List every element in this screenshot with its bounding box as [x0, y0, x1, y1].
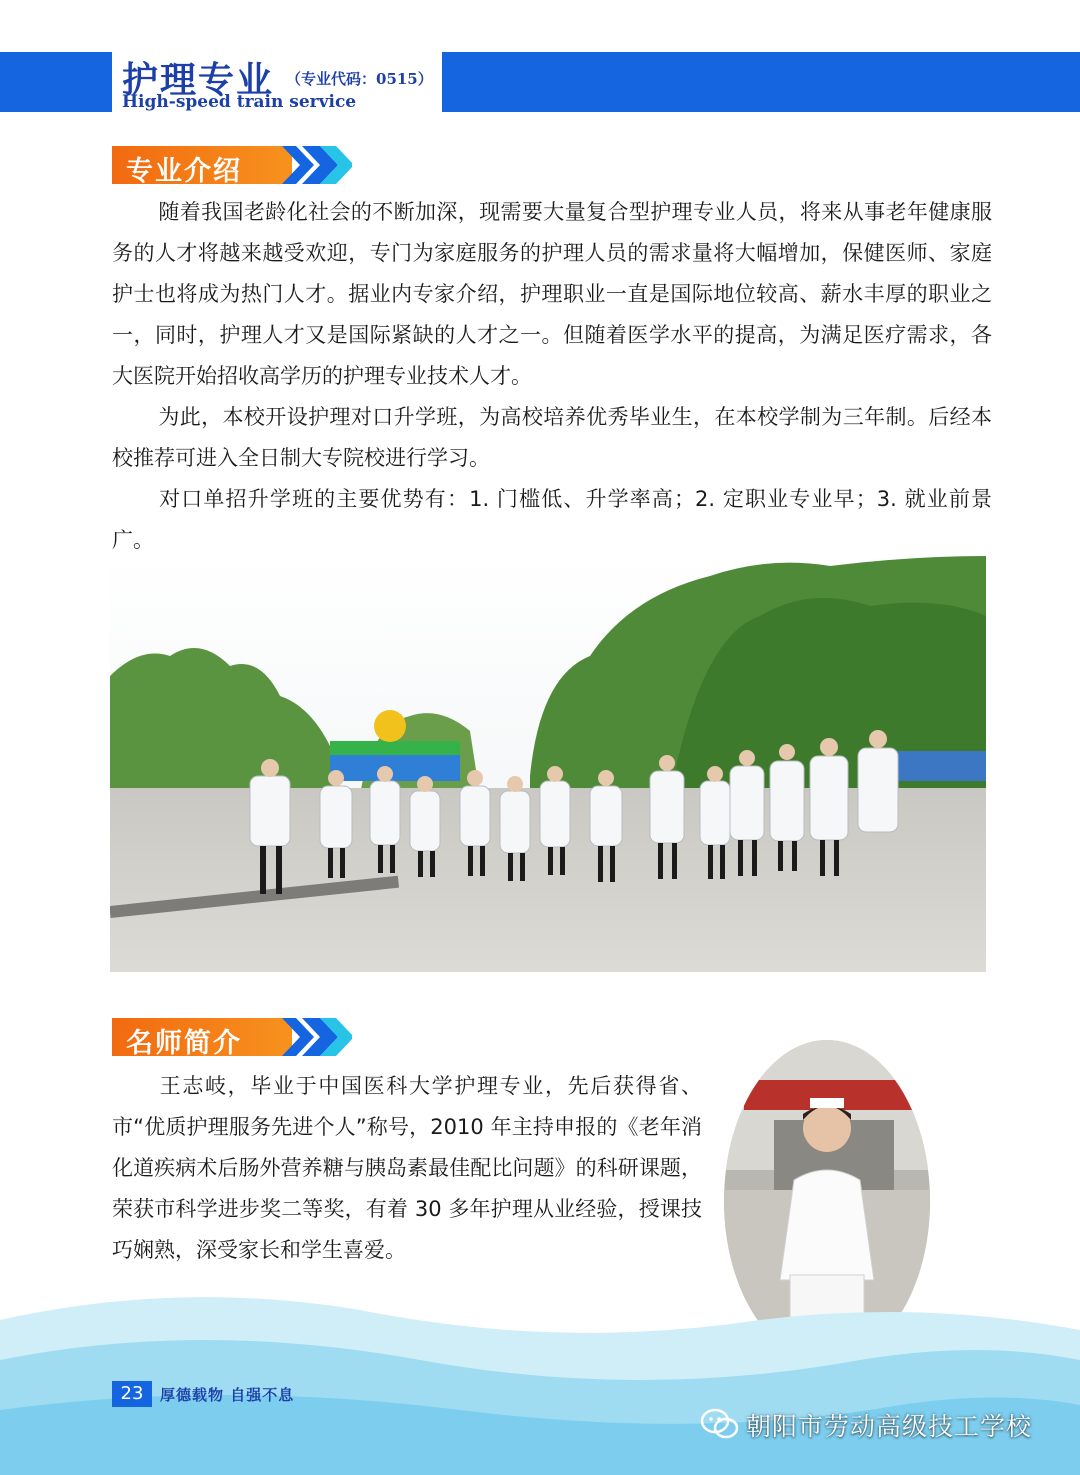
page-title: 护理专业 [122, 59, 275, 101]
page-subtitle: High-speed train service [122, 92, 357, 112]
major-code: （专业代码：0515） [286, 70, 433, 88]
footer-slogan: 厚德载物 自强不息 [160, 1386, 295, 1404]
section-label-text: 名师简介 [126, 1028, 242, 1059]
intro-paragraph-1: 随着我国老龄化社会的不断加深，现需要大量复合型护理专业人员，将来从事老年健康服务的人才将越来越受欢迎，专门为家庭服务的护理人员的需求量将大幅增加，保健医师、家庭护士也将成为热门人才。据业内专家介绍，护理职业一直是国际地位较高、薪水丰厚的职业之一，同时，护理人才又是国际紧缺的人才之一。但随着医学水平的提高，为满足医疗需求，各大医院开始招收高学历的护理专业技术人才。 [112, 200, 992, 388]
intro-paragraph-3: 对口单招升学班的主要优势有：1. 门槛低、升学率高；2. 定职业专业早；3. 就业前景广。 [112, 487, 992, 552]
page-number: 23 [112, 1381, 152, 1407]
intro-paragraph-2: 为此，本校开设护理对口升学班，为高校培养优秀毕业生，在本校学制为三年制。后经本校推荐可进入全日制大专院校进行学习。 [112, 405, 992, 470]
section-label-text: 专业介绍 [126, 156, 242, 187]
double-chevron-icon [282, 1018, 352, 1056]
school-name: 朝阳市劳动高级技工学校 [746, 1412, 1033, 1441]
footer-wave [0, 1280, 1080, 1475]
students-group-photo [110, 556, 986, 972]
teacher-bio: 王志岐，毕业于中国医科大学护理专业，先后获得省、市“优质护理服务先进个人”称号，2010 年主持申报的《老年消化道疾病术后肠外营养糖与胰岛素最佳配比问题》的科研课题，荣获市科学进步奖二等奖，有着 30 多年护理从业经验，授课技巧娴熟，深受家长和学生喜爱。 [112, 1074, 702, 1262]
wechat-icon [700, 1408, 740, 1440]
double-chevron-icon [282, 146, 352, 184]
